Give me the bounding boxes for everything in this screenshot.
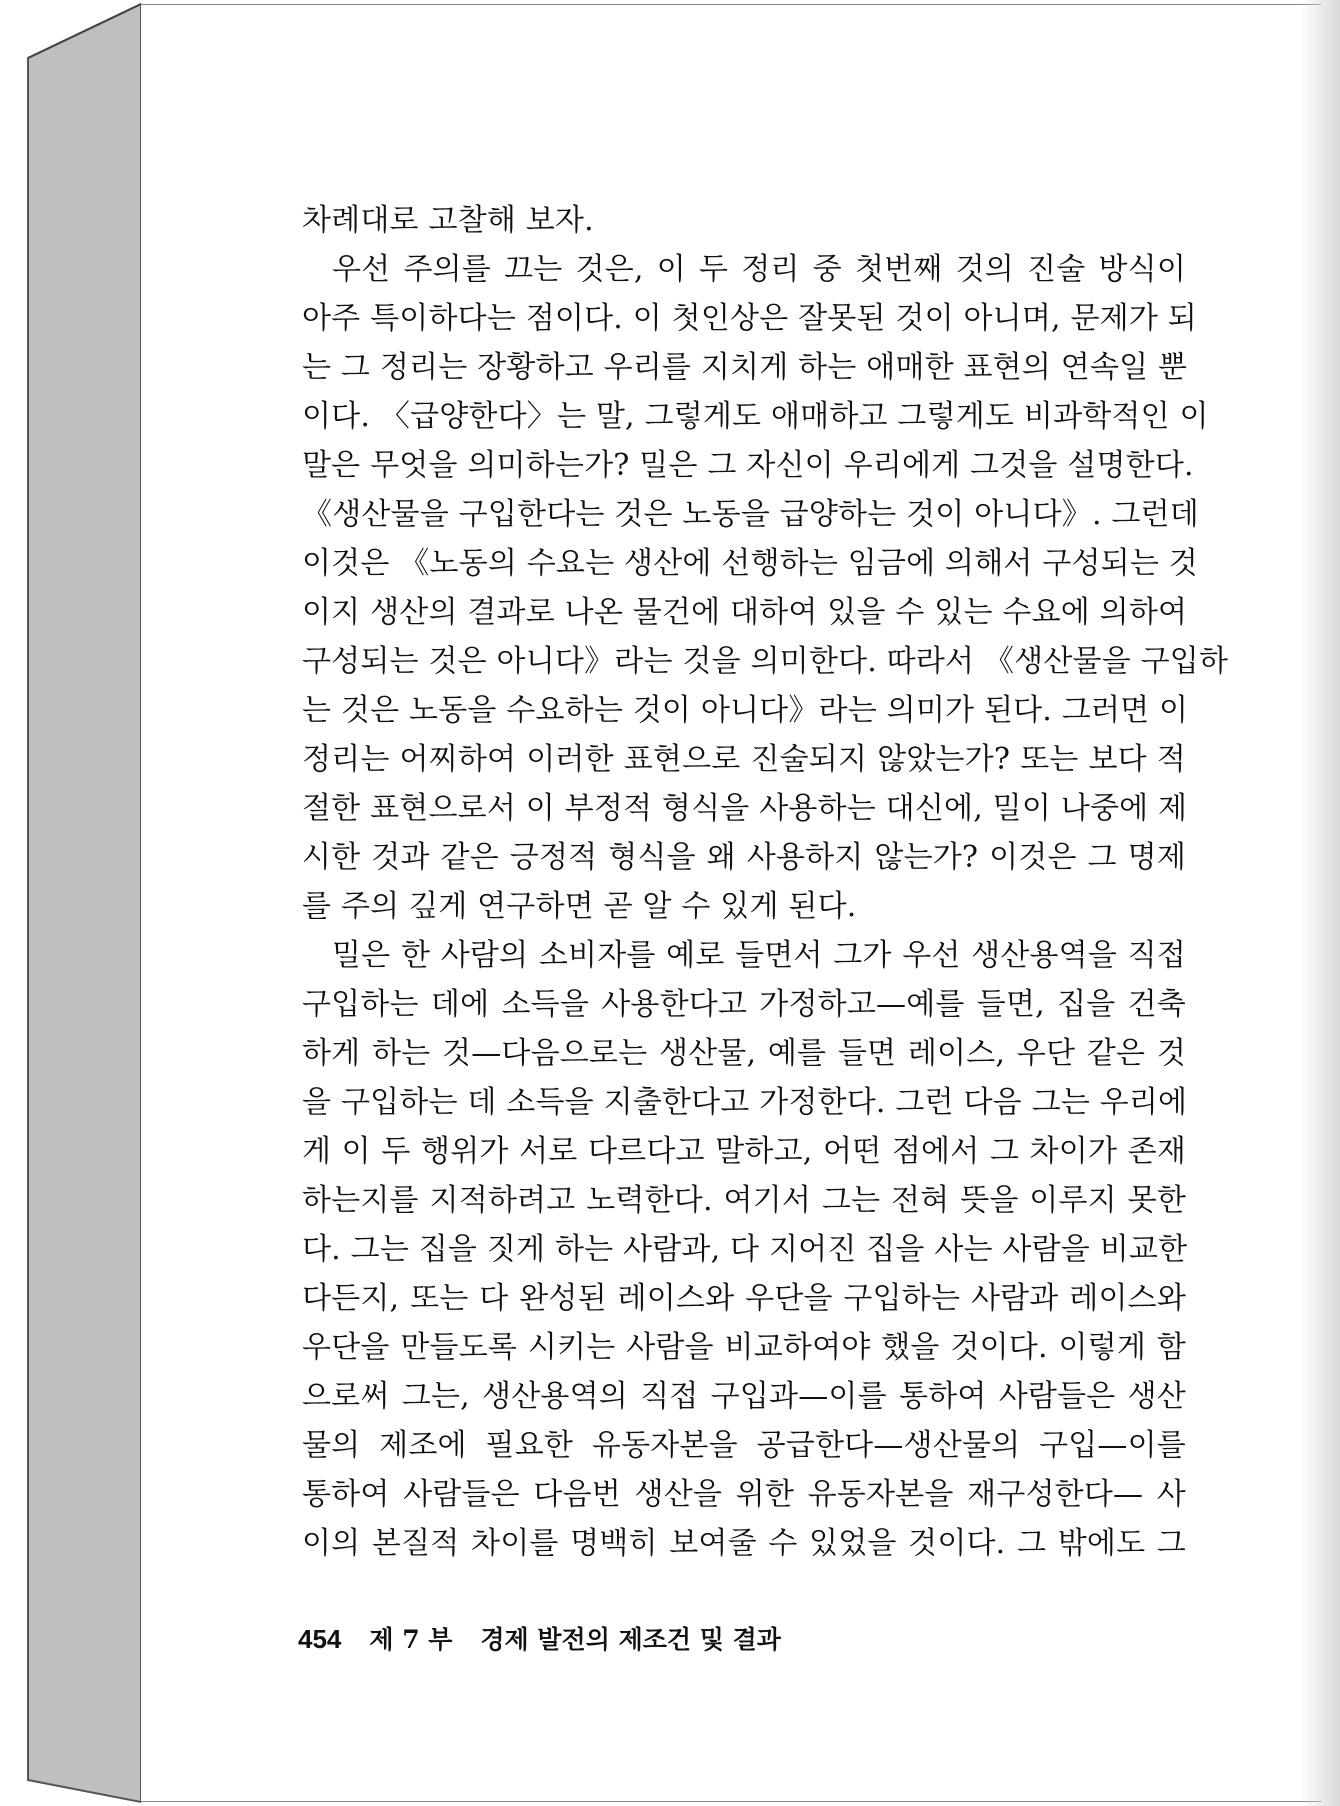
page-edge-shadow xyxy=(1300,0,1340,1806)
text-line: 다. 그는 집을 짓게 하는 사람과, 다 지어진 집을 사는 사람을 비교한 xyxy=(302,1232,1188,1267)
text-line: 이의 본질적 차이를 명백히 보여줄 수 있었을 것이다. 그 밖에도 그 xyxy=(302,1526,1186,1561)
text-line: 우단을 만들도록 시키는 사람을 비교하여야 했을 것이다. 이렇게 함 xyxy=(302,1330,1186,1365)
body-text xyxy=(302,196,1229,1568)
text-line: 하게 하는 것—다음으로는 생산물, 예를 들면 레이스, 우단 같은 것 xyxy=(302,1036,1186,1071)
page-number: 454 xyxy=(298,1624,342,1654)
text-line: 구입하는 데에 소득을 사용한다고 가정하고—예를 들면, 집을 건축 xyxy=(302,987,1186,1022)
part-label: 제 7 부 xyxy=(369,1625,453,1654)
text-line: 물의 제조에 필요한 유동자본을 공급한다—생산물의 구입—이를 xyxy=(302,1428,1186,1463)
page-footer xyxy=(298,1620,781,1656)
text-line: 을 구입하는 데 소득을 지출한다고 가정한다. 그런 다음 그는 우리에 xyxy=(302,1085,1188,1120)
text-line: 이것은 《노동의 수요는 생산에 선행하는 임금에 의해서 구성되는 것 xyxy=(302,546,1198,581)
text-line: 다든지, 또는 다 완성된 레이스와 우단을 구입하는 사람과 레이스와 xyxy=(302,1281,1186,1316)
text-line: 《생산물을 구입한다는 것은 노동을 급양하는 것이 아니다》. 그런데 xyxy=(302,497,1199,532)
text-line: 절한 표현으로서 이 부정적 형식을 사용하는 대신에, 밀이 나중에 제 xyxy=(302,791,1188,826)
text-line: 아주 특이하다는 점이다. 이 첫인상은 잘못된 것이 아니며, 문제가 되 xyxy=(302,301,1197,336)
text-line: 차례대로 고찰해 보자. xyxy=(302,203,594,238)
text-line: 하는지를 지적하려고 노력한다. 여기서 그는 전혀 뜻을 이루지 못한 xyxy=(302,1183,1186,1218)
text-line: 말은 무엇을 의미하는가? 밀은 그 자신이 우리에게 그것을 설명한다. xyxy=(302,448,1194,483)
text-line: 이지 생산의 결과로 나온 물건에 대하여 있을 수 있는 수요에 의하여 xyxy=(302,595,1188,630)
text-line: 는 것은 노동을 수요하는 것이 아니다》라는 의미가 된다. 그러면 이 xyxy=(302,693,1189,728)
text-line: 게 이 두 행위가 서로 다르다고 말하고, 어떤 점에서 그 차이가 존재 xyxy=(302,1134,1186,1169)
text-line: 으로써 그는, 생산용역의 직접 구입과—이를 통하여 사람들은 생산 xyxy=(302,1379,1186,1414)
text-line: 우선 주의를 끄는 것은, 이 두 정리 중 첫번째 것의 진술 방식이 xyxy=(332,252,1186,287)
text-line: 시한 것과 같은 긍정적 형식을 왜 사용하지 않는가? 이것은 그 명제 xyxy=(302,840,1186,875)
text-line: 구성되는 것은 아니다》라는 것을 의미한다. 따라서 《생산물을 구입하 xyxy=(302,644,1229,679)
text-line: 이다. 〈급양한다〉는 말, 그렇게도 애매하고 그렇게도 비과학적인 이 xyxy=(302,399,1209,434)
text-line: 통하여 사람들은 다음번 생산을 위한 유동자본을 재구성한다— 사 xyxy=(302,1477,1186,1512)
text-line: 밀은 한 사람의 소비자를 예로 들면서 그가 우선 생산용역을 직접 xyxy=(332,938,1186,973)
book-spine-edge xyxy=(0,0,141,1806)
text-line: 를 주의 깊게 연구하면 곧 알 수 있게 된다. xyxy=(302,889,857,924)
text-line: 는 그 정리는 장황하고 우리를 지치게 하는 애매한 표현의 연속일 뿐 xyxy=(302,350,1188,385)
chapter-title: 경제 발전의 제조건 및 결과 xyxy=(480,1625,781,1654)
text-line: 정리는 어찌하여 이러한 표현으로 진술되지 않았는가? 또는 보다 적 xyxy=(302,742,1186,777)
